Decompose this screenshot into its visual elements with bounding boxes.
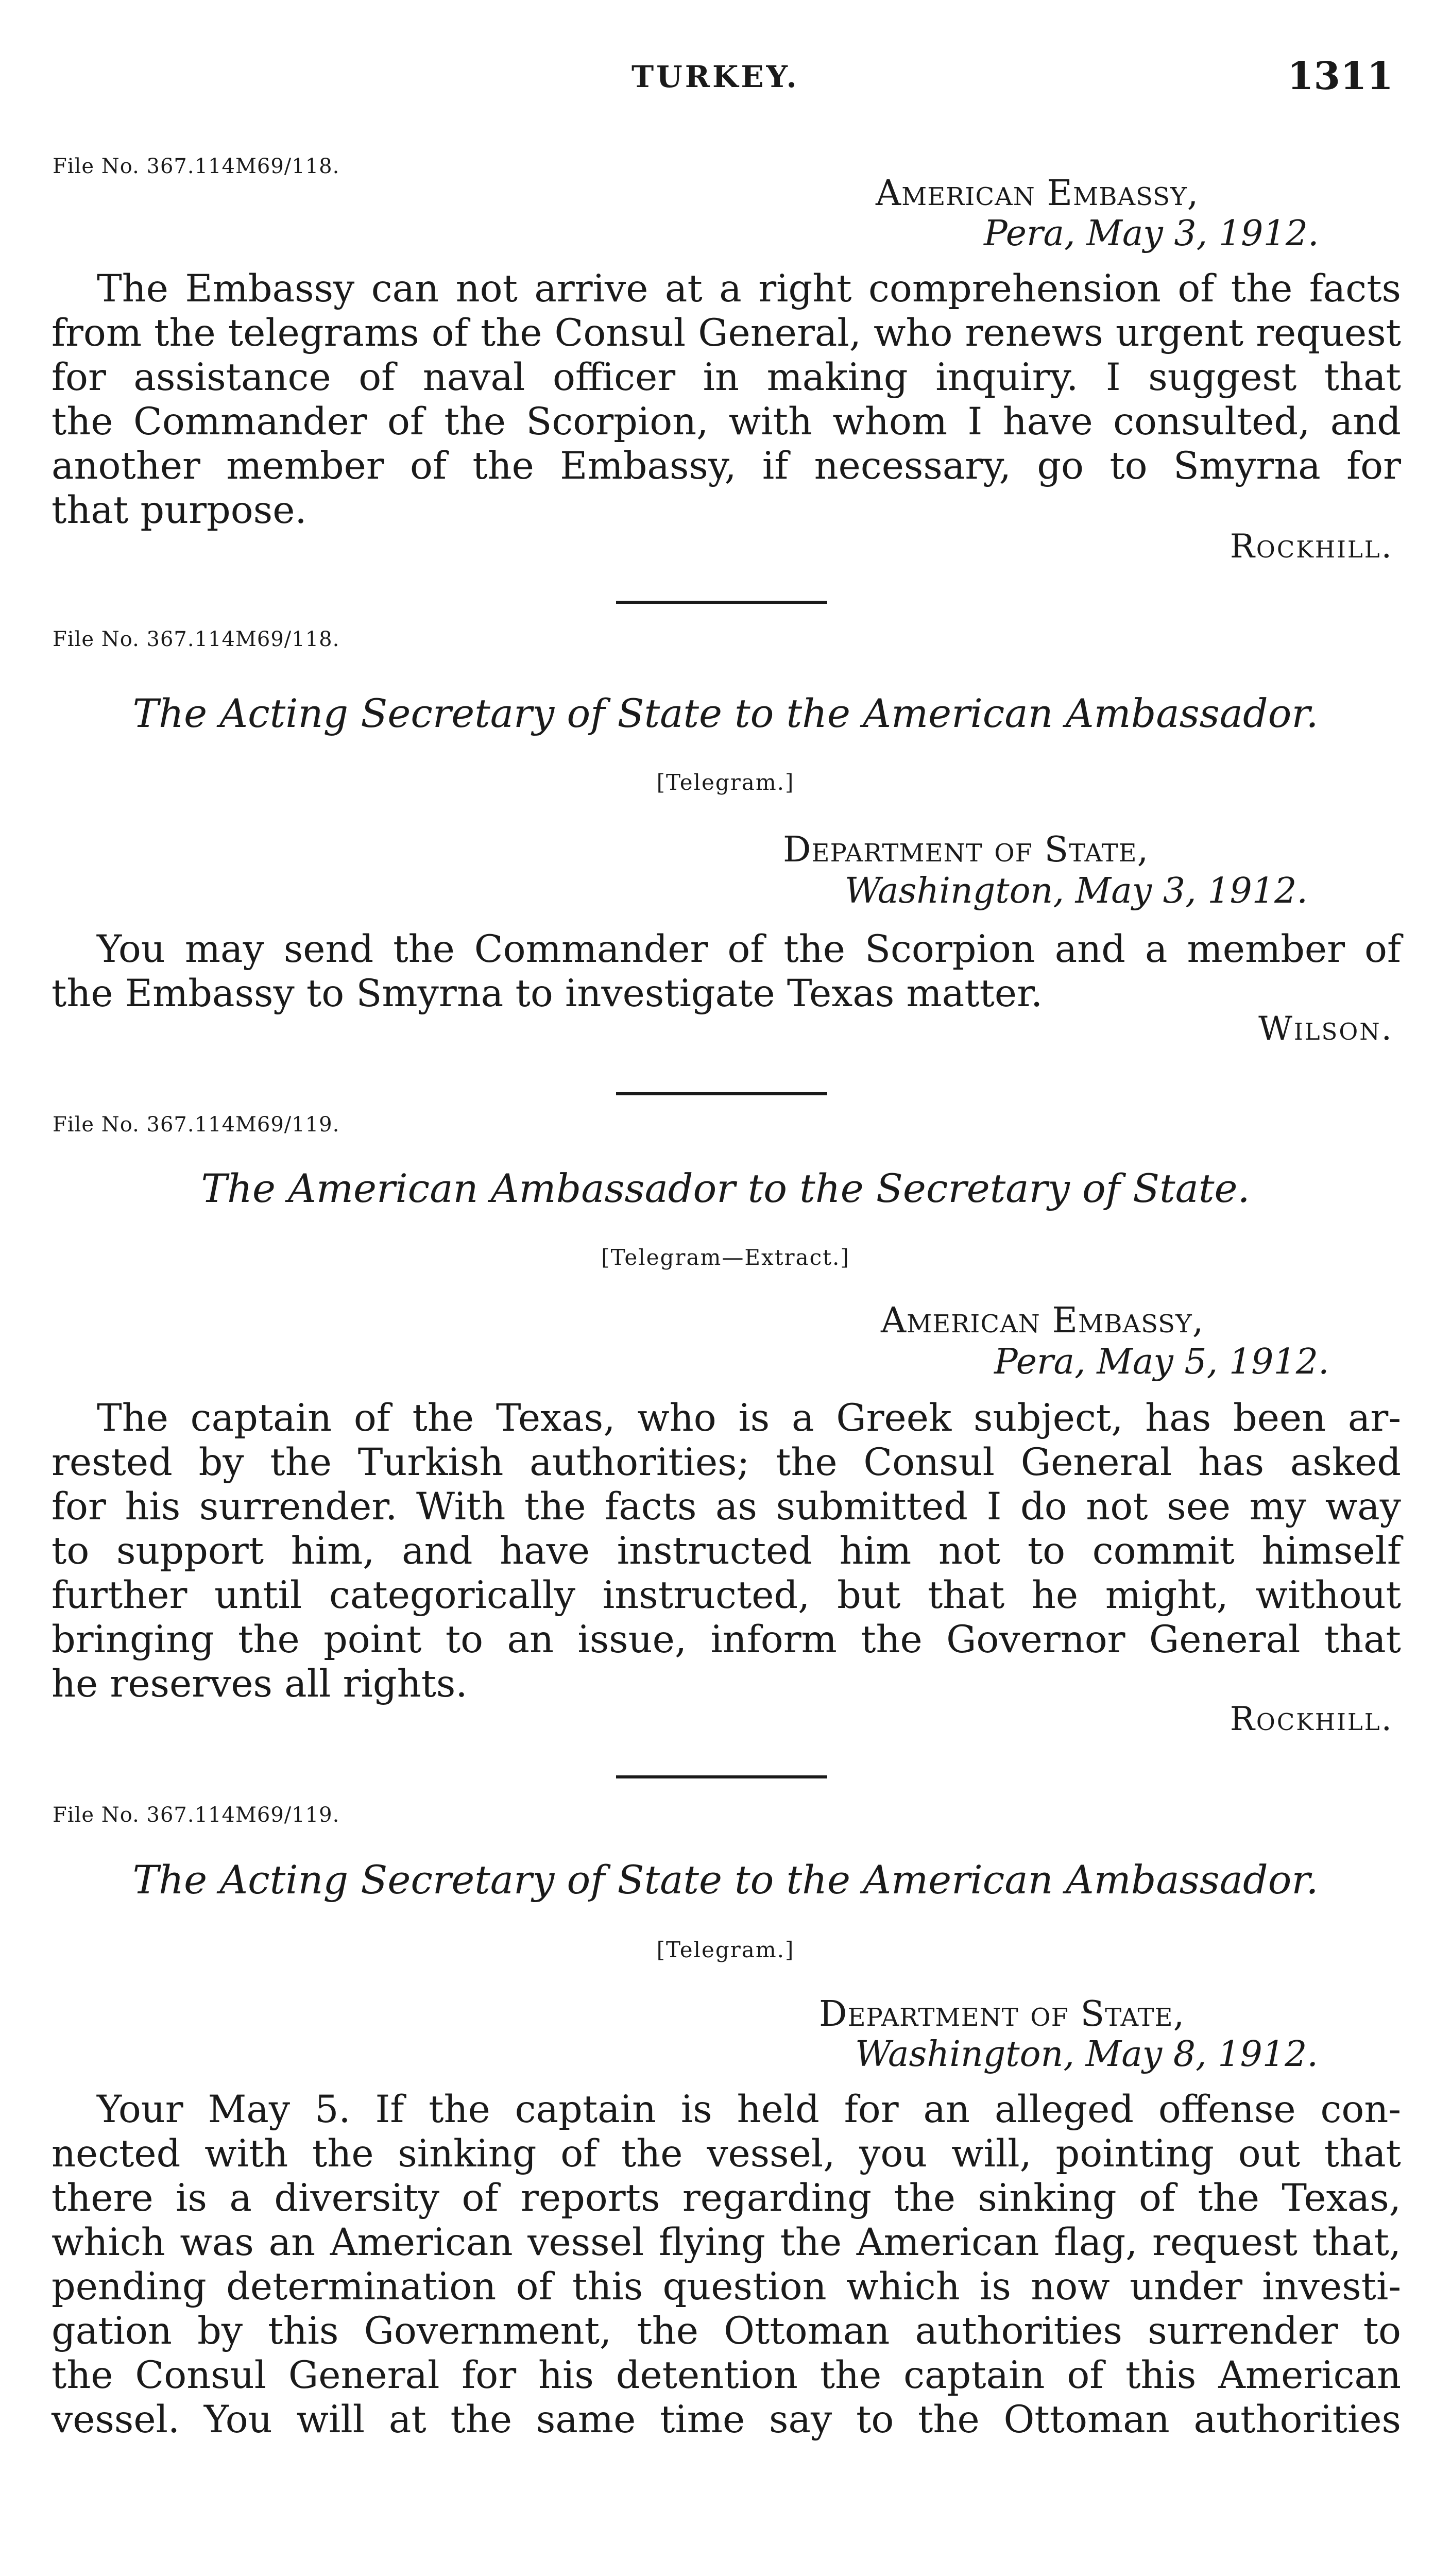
dateline-place: American Embassy, xyxy=(876,173,1199,214)
signature: Rockhill. xyxy=(1230,1700,1393,1738)
body-line: vessel. You will at the same time say to the Ottoman authorities xyxy=(52,2398,1401,2442)
message-body xyxy=(52,2088,1401,2442)
message-heading: The Acting Secretary of State to the American Ambassador. xyxy=(132,690,1319,736)
section-divider xyxy=(616,1092,827,1095)
dateline-date: Pera, May 3, 1912. xyxy=(984,213,1319,254)
body-line: the Embassy to Smyrna to investigate Texas matter. xyxy=(52,972,1043,1015)
body-line: further until categorically instructed, but that he might, without xyxy=(52,1573,1401,1617)
body-line: for assistance of naval officer in making inquiry. I suggest that xyxy=(52,355,1401,399)
section-divider xyxy=(616,601,827,604)
message-subheading: [Telegram.] xyxy=(656,770,795,795)
body-line: The captain of the Texas, who is a Greek subject, has been ar- xyxy=(97,1396,1401,1440)
body-line: The Embassy can not arrive at a right comprehension of the facts xyxy=(97,267,1401,311)
section-divider xyxy=(616,1775,827,1778)
dateline-date: Pera, May 5, 1912. xyxy=(994,1342,1329,1382)
message-heading: The American Ambassador to the Secretary of State. xyxy=(201,1165,1250,1211)
body-line: there is a diversity of reports regarding the sinking of the Texas, xyxy=(52,2176,1401,2220)
body-line: to support him, and have instructed him not to commit himself xyxy=(52,1529,1401,1573)
body-line: You may send the Commander of the Scorpion and a member of xyxy=(97,927,1401,971)
dateline-place: Department of State, xyxy=(783,829,1149,870)
body-line: from the telegrams of the Consul General, who renews urgent request xyxy=(52,311,1401,355)
body-line: which was an American vessel flying the American flag, request that, xyxy=(52,2221,1401,2264)
body-line: the Commander of the Scorpion, with whom I have consulted, and xyxy=(52,400,1401,444)
running-title: TURKEY. xyxy=(631,59,799,94)
body-line: another member of the Embassy, if necessary, go to Smyrna for xyxy=(52,444,1401,488)
file-number: File No. 367.114M69/119. xyxy=(53,1803,340,1827)
body-line: that purpose. xyxy=(52,488,307,532)
message-body xyxy=(52,927,1401,1016)
message-body xyxy=(52,267,1401,533)
file-number: File No. 367.114M69/118. xyxy=(53,155,340,178)
body-line: he reserves all rights. xyxy=(52,1662,468,1706)
running-head xyxy=(0,54,1451,100)
dateline-date: Washington, May 3, 1912. xyxy=(845,871,1308,911)
message-subheading: [Telegram.] xyxy=(656,1937,795,1962)
body-line: Your May 5. If the captain is held for an alleged offense con- xyxy=(97,2088,1401,2131)
dateline-place: Department of State, xyxy=(819,1994,1185,2035)
file-number: File No. 367.114M69/118. xyxy=(53,628,340,651)
message-body xyxy=(52,1396,1401,1706)
file-number: File No. 367.114M69/119. xyxy=(53,1113,340,1137)
body-line: pending determination of this question which is now under investi- xyxy=(52,2265,1401,2309)
signature: Wilson. xyxy=(1258,1010,1393,1048)
body-line: the Consul General for his detention the captain of this American xyxy=(52,2353,1401,2397)
body-line: nected with the sinking of the vessel, you will, pointing out that xyxy=(52,2132,1401,2176)
body-line: for his surrender. With the facts as submitted I do not see my way xyxy=(52,1485,1401,1529)
page-number: 1311 xyxy=(1287,54,1393,98)
body-line: bringing the point to an issue, inform the Governor General that xyxy=(52,1618,1401,1662)
dateline-place: American Embassy, xyxy=(881,1300,1204,1341)
signature: Rockhill. xyxy=(1230,528,1393,566)
dateline-date: Washington, May 8, 1912. xyxy=(855,2034,1318,2075)
message-subheading: [Telegram—Extract.] xyxy=(601,1245,850,1270)
message-heading: The Acting Secretary of State to the American Ambassador. xyxy=(132,1857,1319,1903)
body-line: gation by this Government, the Ottoman authorities surrender to xyxy=(52,2309,1401,2353)
body-line: rested by the Turkish authorities; the Consul General has asked xyxy=(52,1440,1401,1484)
